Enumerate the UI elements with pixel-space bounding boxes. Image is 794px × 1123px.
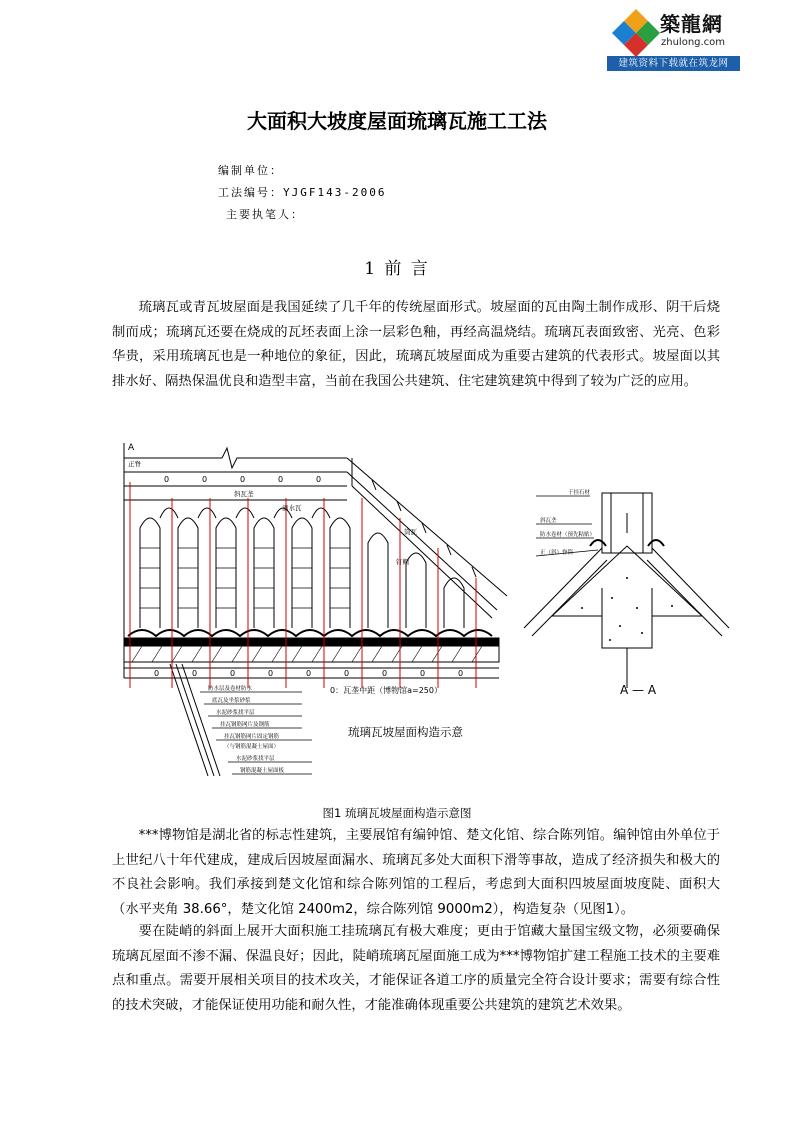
eave-tile-label: 滴水瓦 xyxy=(282,504,302,512)
document-title: 大面积大坡度屋面琉璃瓦施工工法 xyxy=(247,109,547,133)
layer-label: 挂瓦钢筋网片固定钢筋 xyxy=(224,734,280,740)
section-marker-a: A xyxy=(128,443,135,453)
section-a-a-label: A — A xyxy=(620,683,657,697)
layer-label: 水泥砂浆找平层 xyxy=(216,710,255,716)
intro-paragraph: 琉璃瓦或青瓦坡屋面是我国延续了几千年的传统屋面形式。坡屋面的瓦由陶土制作成形、阴干后烧制而成；琉璃瓦还要在烧成的瓦坯表面上涂一层彩色釉，再经高温烧结。琉璃瓦表面致密、光亮、色彩华贵，采用琉璃瓦也是一种地位的象征，因此，琉璃瓦坡屋面成为重要古建筑的代表形式。坡屋面以其排水好、隔热保温优良和造型丰富，当前在我国公共建筑、住宅建筑建筑中得到了较为广泛的应用。 xyxy=(112,300,720,389)
zero-marker: 0 xyxy=(306,669,312,678)
zero-marker: 0 xyxy=(154,669,160,678)
zero-marker: 0 xyxy=(202,475,208,484)
layer-label: 底瓦及坐浆砂浆 xyxy=(212,698,251,704)
zero-marker: 0 xyxy=(230,669,236,678)
figure-caption: 图1 琉璃瓦坡屋面构造示意图 xyxy=(322,806,472,820)
side-label: 斜瓦垄 xyxy=(540,518,557,524)
tube-tile-label: 筒瓦 xyxy=(404,528,417,536)
zero-marker: 0 xyxy=(164,475,170,484)
section-heading: 1 前 言 xyxy=(364,259,430,279)
difficulty-paragraph: 要在陡峭的斜面上展开大面积施工挂琉璃瓦有极大难度；更由于馆藏大量国宝级文物，必须要确保琉璃瓦屋面不渗不漏、保温良好；因此，陡峭琉璃瓦屋面施工成为***博物馆扩建工程施工技术的主要难点和重点。需要开展相关项目的技术攻关，才能保证各道工序的质量完全符合设计要求；需要有综合性的技术突破，才能保证使用功能和耐久性，才能准确体现重要公共建筑的建筑艺术效果。 xyxy=(112,924,720,1013)
diagram-inner-caption: 琉璃瓦坡屋面构造示意 xyxy=(348,725,463,739)
logo-url[interactable]: zhulong.com xyxy=(661,37,726,48)
side-label: 正（斜）脊筒 xyxy=(540,550,574,556)
zero-marker: 0 xyxy=(316,475,322,484)
method-code-label: 工法编号：YJGF143-2006 xyxy=(218,186,387,199)
ridge-label: 正脊 xyxy=(128,460,141,468)
roof-structure-diagram xyxy=(112,438,732,774)
main-author-label: 主要执笔人： xyxy=(226,208,304,221)
zero-marker: 0 xyxy=(240,475,246,484)
zero-marker: 0 xyxy=(192,669,198,678)
layer-label: （与钢筋混凝土屋面） xyxy=(224,744,280,750)
museum-paragraph: ***博物馆是湖北省的标志性建筑，主要展馆有编钟馆、楚文化馆、综合陈列馆。编钟馆由外单位于上世纪八十年代建成，建成后因坡屋面漏水、琉璃瓦多处大面积下滑等事故，造成了经济损失和极大的不良社会影响。我们承接到楚文化馆和综合陈列馆的工程后，考虑到大面积四坡屋面坡度陡、面积大（水平夹角 38.66°，楚文化馆 2400m2，综合陈列馆 9000m2），构造复杂（见图1）。 xyxy=(112,828,720,917)
diagonal-ridge-label: 斜瓦垄 xyxy=(234,490,254,498)
side-label: 干挂石材 xyxy=(568,490,591,496)
layer-label: 钢筋混凝土屋面板 xyxy=(240,768,285,774)
compiling-unit-label: 编制单位： xyxy=(218,164,283,177)
zero-marker: 0 xyxy=(278,475,284,484)
nail-cap-label: 钉帽 xyxy=(396,558,409,566)
zero-marker: 0 xyxy=(382,669,388,678)
layer-label: 水泥砂浆找平层 xyxy=(236,756,275,762)
logo-tagline: 建筑资料下载就在筑龙网 xyxy=(607,56,740,71)
side-label: 防水卷材（预先粘贴） xyxy=(540,532,596,538)
zero-marker: 0 xyxy=(268,669,274,678)
zero-marker: 0 xyxy=(344,669,350,678)
layer-label: 挂瓦钢筋网片及钢筋 xyxy=(220,722,270,728)
zero-marker: 0 xyxy=(458,669,464,678)
logo-name: 築龍網 xyxy=(660,12,723,36)
tile-spacing-note: 0：瓦垄中距（博物馆a=250） xyxy=(330,686,442,695)
layer-label: 防水层及卷材防水 xyxy=(208,686,253,692)
zero-marker: 0 xyxy=(420,669,426,678)
logo-mark-icon xyxy=(612,9,660,57)
